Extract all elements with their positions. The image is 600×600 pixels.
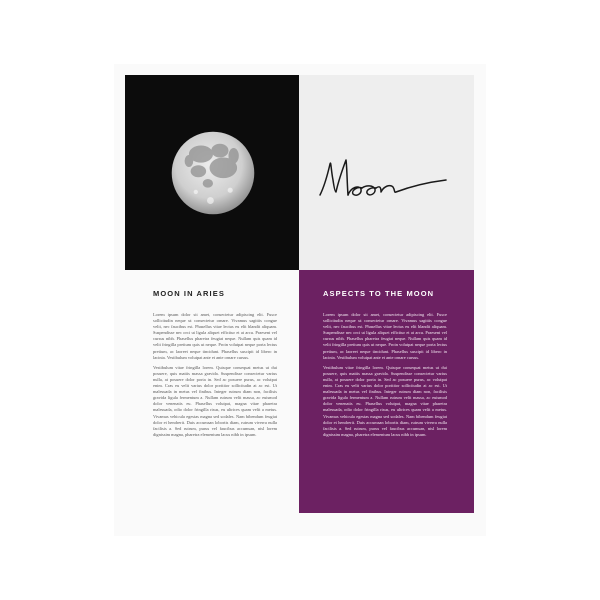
paragraph: Lorem ipsum dolor sit amet, consectetur adipiscing elit. Fusce sollicitudin neque ut consectetur ornare. Vivamus sagittis congue velit, nec faucibus est. Phasellus vitae lectus eu elit blandit aliquam. Suspendisse nec orci ut ligula aliquet efficitur et at arcu. Praesent vel cursus nibh. Phasellus pharetra feugiat neque. Nullam quis quam id velit fringilla pretium quis ut neque. Proin volutpat neque porta lectus pretium, ac laoreet neque tincidunt. Phasellus suscipit id libero in lacinia. Vestibulum volutpat ante et ante ornare cursus.	[323, 312, 447, 360]
full-moon-icon	[170, 130, 256, 216]
moon-in-aries-heading: MOON IN ARIES	[153, 289, 225, 298]
moon-script-title	[318, 150, 448, 205]
aspects-heading: ASPECTS TO THE MOON	[323, 289, 435, 298]
moon-photo-panel	[125, 75, 299, 270]
paragraph: Vestibulum vitae fringilla lorem. Quisque consequat metus ut dui posuere, quis mattis massa gravida. Suspendisse consectetur varius nulla, at posuere dolor porta in. Sed ac posuere purus, ac volutpat enim. Cras eu velit varius dolor porttitor sollicitudin at ac est. Ut malesuada in metus vel finibus. Integer rutrum diam non, facilisis gravida ligula fermentum a. Nullam rutrum velit massa, ac euismod dolor venenatis eu. Phasellus volutpat, magna vitae pharetra malesuada, odio dolor fringilla risus, eu ultrices quam velit a metus. Vivamus vehicula egestas magna sed sodales. Nam bibendum feugiat dolor et hendrerit. Duis accumsan lobortis diam, rutrum viverra nulla facilisis a. Sed rutrum, purus vel faucibus accumsan, nisl lorem dignissim magna, pharetra elementum lacus nibh in ipsum.	[153, 364, 277, 437]
paragraph: Lorem ipsum dolor sit amet, consectetur adipiscing elit. Fusce sollicitudin neque ut consectetur ornare. Vivamus sagittis congue velit, nec faucibus est. Phasellus vitae lectus eu elit blandit aliquam. Suspendisse nec orci ut ligula aliquet efficitur et at arcu. Praesent vel cursus nibh. Phasellus pharetra feugiat neque. Nullam quis quam id velit fringilla pretium quis ut neque. Proin volutpat neque porta lectus pretium, ac laoreet neque tincidunt. Phasellus suscipit id libero in lacinia. Vestibulum volutpat ante et ante ornare cursus.	[153, 312, 277, 360]
aspects-body	[323, 312, 447, 442]
paragraph: Vestibulum vitae fringilla lorem. Quisque consequat metus ut dui posuere, quis mattis massa gravida. Suspendisse consectetur varius nulla, at posuere dolor porta in. Sed ac posuere purus, ac volutpat enim. Cras eu velit varius dolor porttitor sollicitudin at ac est. Ut malesuada in metus vel finibus. Integer rutrum diam non, facilisis gravida ligula fermentum a. Nullam rutrum velit massa, ac euismod dolor venenatis eu. Phasellus volutpat, magna vitae pharetra malesuada, odio dolor fringilla risus, eu ultrices quam velit a metus. Vivamus vehicula egestas magna sed sodales. Nam bibendum feugiat dolor et hendrerit. Duis accumsan lobortis diam, rutrum viverra nulla facilisis a. Sed rutrum, purus vel faucibus accumsan, nisl lorem dignissim magna, pharetra elementum lacus nibh in ipsum.	[323, 364, 447, 437]
page-title-text	[299, 75, 300, 76]
moon-in-aries-body	[153, 312, 277, 442]
